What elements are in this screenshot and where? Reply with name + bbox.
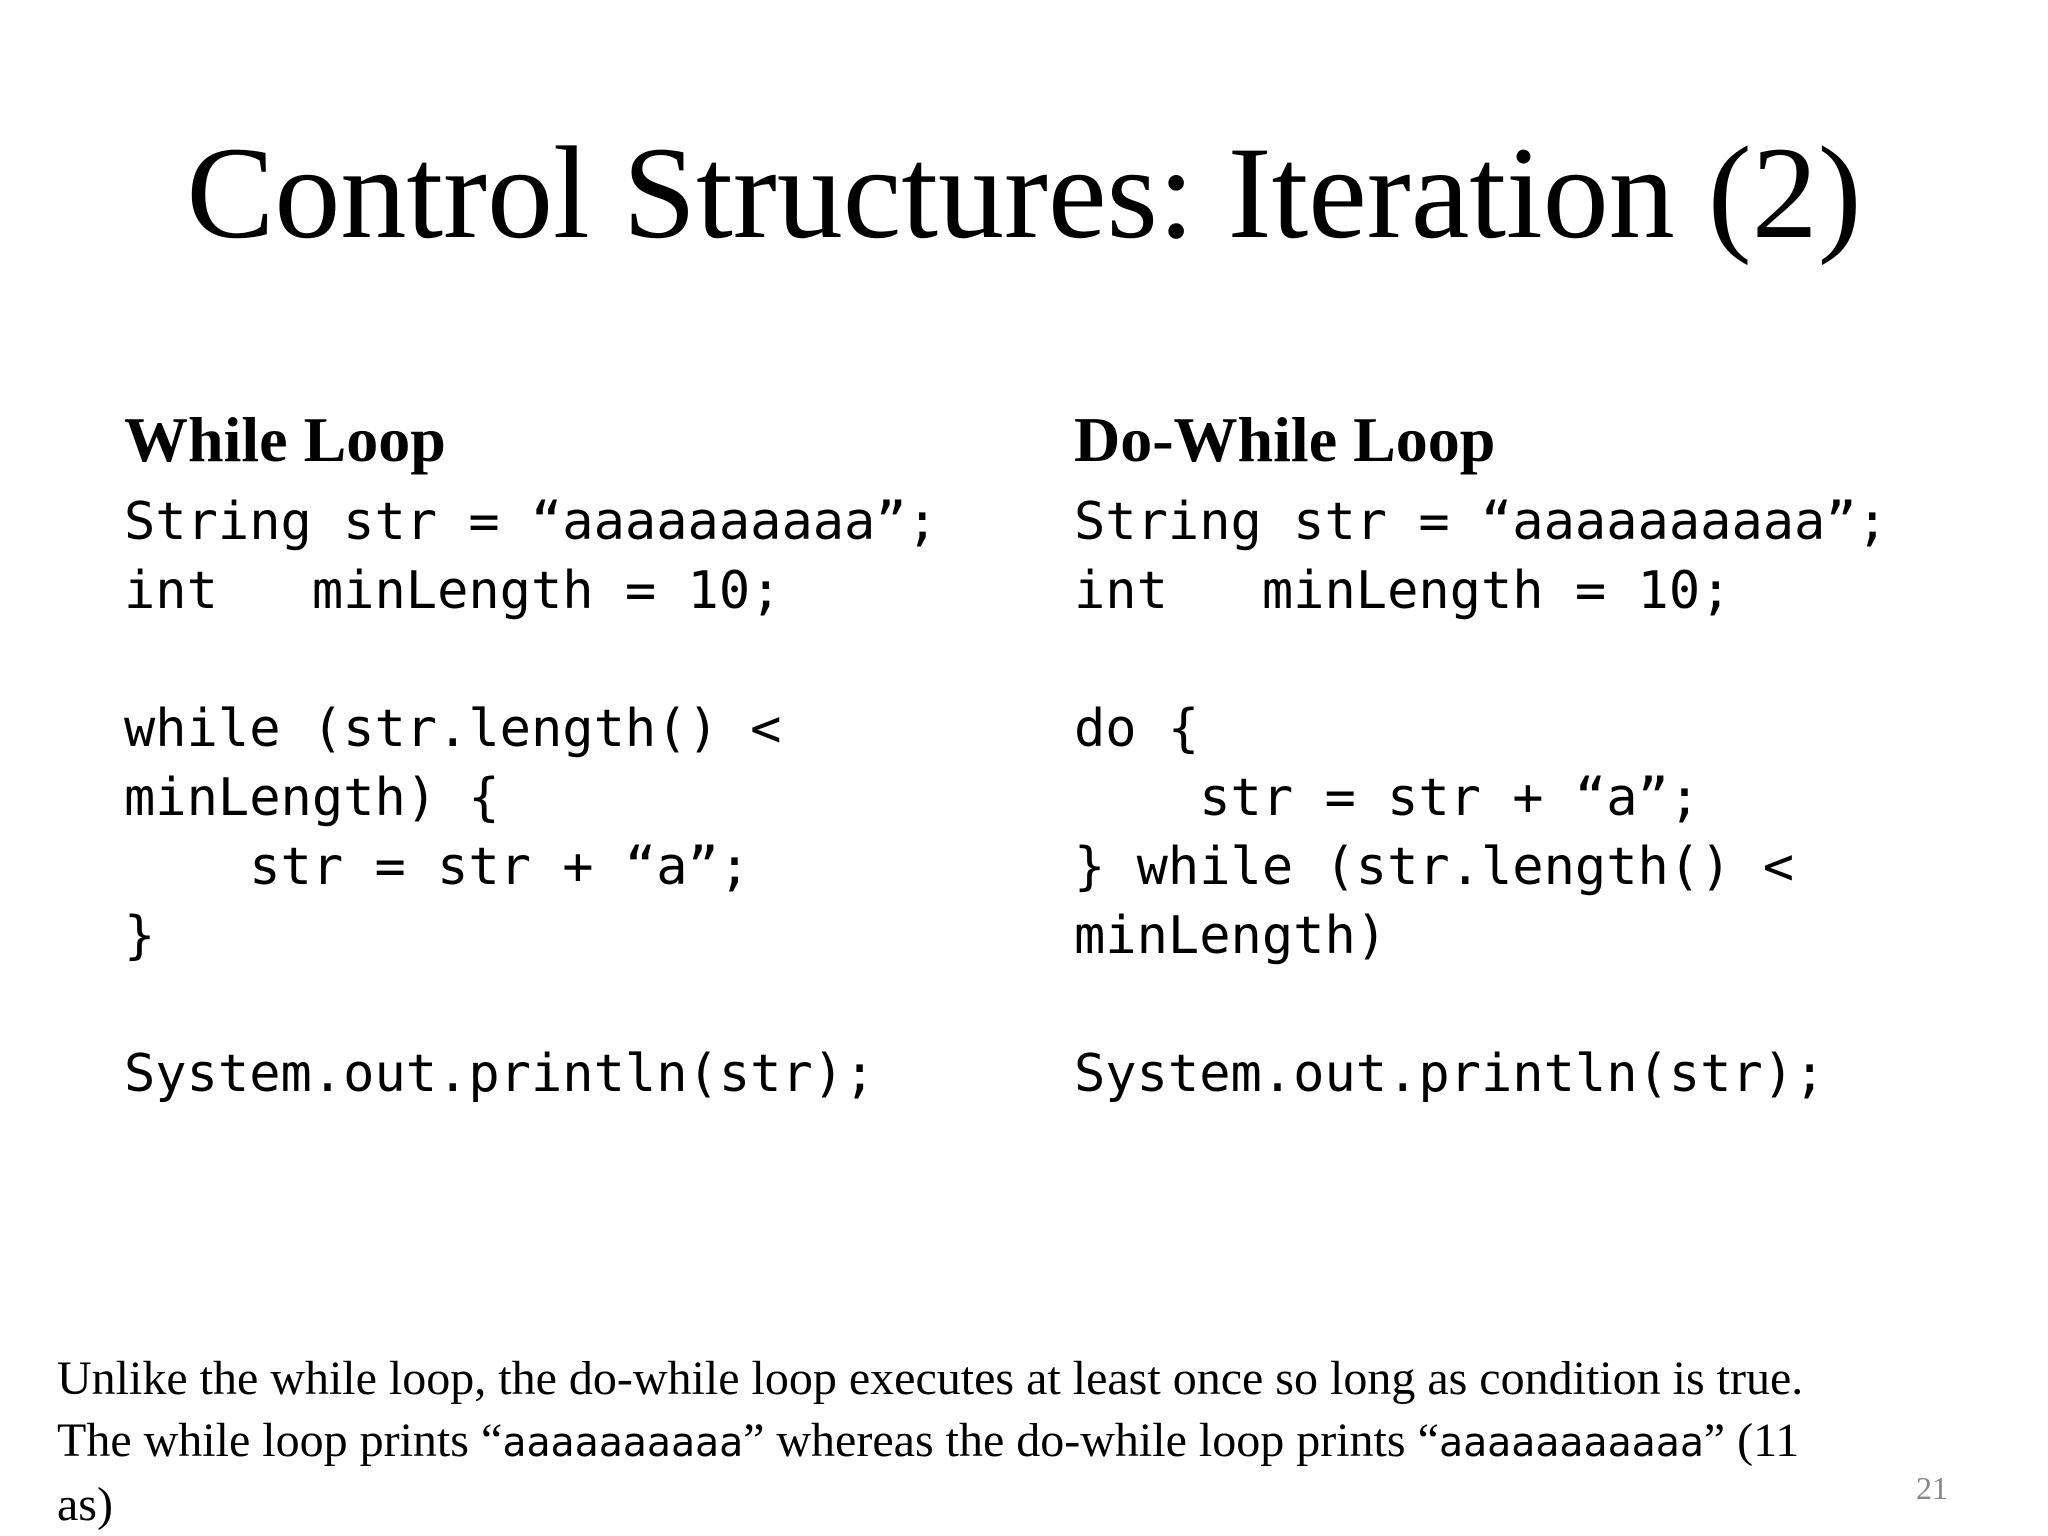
caption-text: ” (11	[1703, 1414, 1800, 1467]
code-line: do {	[1074, 699, 1200, 759]
code-line: }	[124, 906, 156, 966]
code-line	[124, 971, 938, 1040]
do-while-loop-code	[1074, 488, 1888, 1109]
code-line: minLength)	[1074, 906, 1388, 966]
code-line: System.out.println(str);	[1074, 1044, 1826, 1104]
while-loop-heading: While Loop	[124, 404, 446, 475]
while-loop-code	[124, 488, 938, 1109]
code-line: System.out.println(str);	[124, 1044, 876, 1104]
slide-title: Control Structures: Iteration (2)	[186, 119, 1862, 266]
code-line: } while (str.length() <	[1074, 837, 1795, 897]
caption-code: aaaaaaaaaaa	[1438, 1420, 1704, 1466]
code-line: int minLength = 10;	[1074, 561, 1732, 621]
code-line: str = str + “a”;	[1074, 768, 1701, 828]
caption-line-2	[57, 1410, 1957, 1474]
caption	[57, 1348, 1957, 1536]
caption-code: aaaaaaaaaa	[502, 1420, 744, 1466]
code-line: minLength) {	[124, 768, 500, 828]
page-number: 21	[1916, 1470, 1948, 1506]
do-while-loop-column	[1074, 400, 1888, 1109]
code-line	[1074, 971, 1888, 1040]
caption-text: ” whereas the do-while loop prints “	[743, 1414, 1439, 1467]
code-line: int minLength = 10;	[124, 561, 782, 621]
while-loop-column	[124, 400, 938, 1109]
caption-line-1: Unlike the while loop, the do-while loop executes at least once so long as condition is true.	[57, 1352, 1804, 1405]
code-line: String str = “aaaaaaaaaa”;	[124, 492, 938, 552]
code-line: String str = “aaaaaaaaaa”;	[1074, 492, 1888, 552]
code-line: str = str + “a”;	[124, 837, 751, 897]
caption-text: The while loop prints “	[57, 1414, 503, 1467]
caption-line-3: as)	[57, 1478, 113, 1531]
code-line	[124, 626, 938, 695]
do-while-loop-heading: Do-While Loop	[1074, 404, 1496, 475]
code-line	[1074, 626, 1888, 695]
code-line: while (str.length() <	[124, 699, 782, 759]
